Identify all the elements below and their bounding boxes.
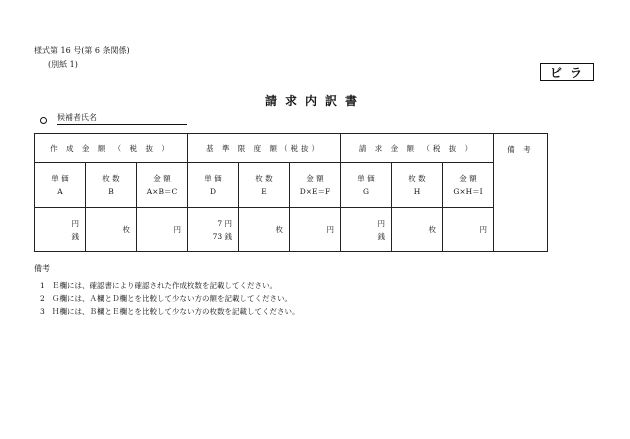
cell-d: 7 円 73 銭: [188, 208, 239, 252]
notes-title: 備考: [34, 264, 50, 273]
col-header-c: 金 額 A×B＝C: [137, 163, 188, 208]
col-header-i: 金 額 G×H＝I: [443, 163, 494, 208]
note-item: 1 Ｅ欄には、確認書により確認された作成枚数を記載してください。: [40, 281, 277, 290]
cell-b[interactable]: 枚: [86, 208, 137, 252]
cell-i[interactable]: 円: [443, 208, 494, 252]
header-standard-limit: 基 準 限 度 額（税抜）: [188, 134, 341, 163]
cell-h[interactable]: 枚: [392, 208, 443, 252]
candidate-name-row: [40, 112, 187, 125]
col-header-b: 枚 数 B: [86, 163, 137, 208]
cell-f[interactable]: 円: [290, 208, 341, 252]
column-header-row: [35, 163, 548, 208]
header-remarks: 備 考: [494, 134, 548, 252]
cell-g[interactable]: 円 銭: [341, 208, 392, 252]
attachment-label: (別紙 1): [48, 60, 78, 69]
col-header-g: 単 価 G: [341, 163, 392, 208]
form-number: 様式第 16 号(第 6 条関係): [34, 46, 130, 55]
cell-c[interactable]: 円: [137, 208, 188, 252]
breakdown-table: [34, 133, 548, 252]
cell-a[interactable]: 円 銭: [35, 208, 86, 252]
candidate-name-label: 候補者氏名: [57, 112, 187, 125]
note-item: 3 Ｈ欄には、Ｂ欄とＥ欄とを比較して少ない方の枚数を記載してください。: [40, 307, 300, 316]
cell-e[interactable]: 枚: [239, 208, 290, 252]
note-item: 2 Ｇ欄には、Ａ欄とＤ欄とを比較して少ない方の額を記載してください。: [40, 294, 292, 303]
col-header-a: 単 価 A: [35, 163, 86, 208]
circle-icon: [40, 117, 47, 124]
table-row: [35, 208, 548, 252]
col-header-f: 金 額 D×E＝F: [290, 163, 341, 208]
header-claim-amount: 請 求 金 額 （税 抜 ）: [341, 134, 494, 163]
document-title: 請求内訳書: [264, 94, 365, 108]
header-production-amount: 作 成 金 額 （ 税 抜 ）: [35, 134, 188, 163]
col-header-h: 枚 数 H: [392, 163, 443, 208]
col-header-e: 枚 数 E: [239, 163, 290, 208]
group-header-row: [35, 134, 548, 163]
type-badge: ビラ: [540, 63, 594, 81]
col-header-d: 単 価 D: [188, 163, 239, 208]
